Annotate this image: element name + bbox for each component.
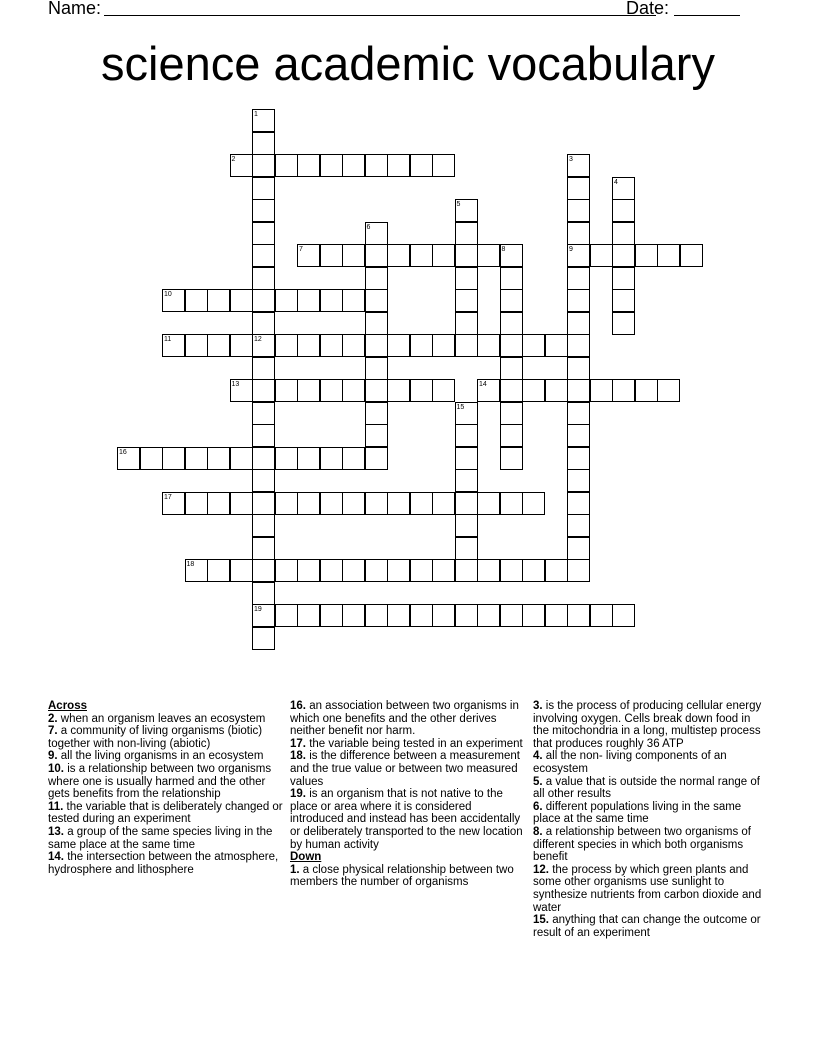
grid-cell[interactable] (320, 604, 343, 627)
grid-cell[interactable] (342, 492, 365, 515)
grid-cell[interactable] (365, 334, 388, 357)
clue-num: 15. (533, 914, 549, 927)
grid-cell[interactable] (275, 447, 298, 470)
grid-cell[interactable] (410, 334, 433, 357)
grid-cell[interactable] (567, 469, 590, 492)
grid-cell[interactable] (657, 379, 680, 402)
grid-cell[interactable] (455, 604, 478, 627)
grid-cell[interactable] (252, 357, 275, 380)
grid-cell[interactable] (365, 244, 388, 267)
grid-cell[interactable] (162, 447, 185, 470)
grid-cell[interactable] (320, 492, 343, 515)
grid-cell[interactable] (612, 604, 635, 627)
grid-cell[interactable] (252, 492, 275, 515)
clue-text: a relationship between two organisms of different species in which both organisms benefit (533, 825, 751, 864)
clue-number-7: 7 (299, 246, 303, 253)
grid-cell[interactable] (680, 244, 703, 267)
grid-cell[interactable] (567, 447, 590, 470)
grid-cell[interactable] (275, 492, 298, 515)
clue-number-8: 8 (501, 246, 506, 253)
grid-cell[interactable] (567, 312, 590, 335)
clue-number-16: 16 (119, 448, 127, 456)
clue-num: 10. (48, 762, 64, 775)
grid-cell[interactable] (410, 379, 433, 402)
grid-cell[interactable] (365, 312, 388, 335)
grid-cell[interactable] (297, 492, 320, 515)
clue-num: 3. (533, 700, 543, 712)
clue-item (290, 700, 528, 738)
clue-num: 18. (290, 750, 306, 763)
grid-cell[interactable] (455, 424, 478, 447)
grid-cell[interactable] (567, 402, 590, 425)
grid-cell[interactable] (612, 199, 635, 222)
grid-cell[interactable] (500, 289, 523, 312)
grid-cell[interactable] (342, 604, 365, 627)
clue-num: 17. (290, 737, 306, 750)
grid-cell[interactable] (320, 379, 343, 402)
clue-text: a group of the same species living in the same place at the same time (48, 825, 273, 851)
grid-cell[interactable] (500, 447, 523, 470)
clue-item (48, 763, 284, 801)
grid-cell[interactable] (252, 154, 275, 177)
clue-text: the intersection between the atmosphere, hydrosphere and lithosphere (48, 851, 279, 876)
clue-item (290, 788, 528, 851)
clue-item (533, 914, 769, 939)
grid-cell[interactable] (477, 604, 500, 627)
grid-cell[interactable] (207, 447, 230, 470)
grid-cell[interactable] (432, 244, 455, 267)
grid-cell[interactable] (567, 492, 590, 515)
grid-cell[interactable] (365, 492, 388, 515)
grid-cell[interactable] (365, 267, 388, 290)
grid-cell[interactable] (387, 559, 410, 582)
grid-cell[interactable] (455, 222, 478, 245)
clue-item (48, 826, 284, 851)
date-label: Date: (626, 0, 670, 18)
grid-cell[interactable] (320, 559, 343, 582)
clue-num: 5. (533, 775, 543, 788)
grid-cell[interactable] (590, 604, 613, 627)
clue-item (533, 864, 769, 914)
grid-cell[interactable] (477, 334, 500, 357)
grid-cell[interactable] (612, 289, 635, 312)
grid-cell[interactable] (432, 604, 455, 627)
grid-cell[interactable] (455, 537, 478, 560)
clues-column-3 (533, 700, 769, 939)
grid-cell[interactable] (252, 289, 275, 312)
clue-text: all the living organisms in an ecosystem (57, 750, 264, 763)
grid-cell[interactable] (522, 559, 545, 582)
clue-text: is the difference between a measurement and the true value or between two measured values (290, 750, 520, 788)
grid-cell[interactable] (590, 244, 613, 267)
grid-cell[interactable] (275, 289, 298, 312)
clue-item (290, 738, 528, 751)
clue-num: 6. (533, 800, 543, 813)
grid-cell[interactable] (432, 559, 455, 582)
clues-column-2 (290, 700, 528, 889)
grid-cell[interactable] (185, 447, 208, 470)
grid-cell[interactable] (567, 334, 590, 357)
grid-cell[interactable] (297, 379, 320, 402)
grid-cell[interactable] (320, 289, 343, 312)
clue-number-17: 17 (164, 493, 172, 501)
grid-cell[interactable] (500, 424, 523, 447)
grid-cell[interactable] (410, 492, 433, 515)
grid-cell[interactable] (455, 492, 478, 515)
across-clues-b (290, 700, 528, 851)
clue-text: all the non- living components of an ecosystem (533, 750, 727, 775)
clue-item (48, 801, 284, 826)
grid-cell[interactable] (320, 154, 343, 177)
grid-cell[interactable] (635, 244, 658, 267)
clue-num: 2. (48, 712, 58, 725)
grid-cell[interactable] (230, 447, 253, 470)
grid-cell[interactable] (252, 537, 275, 560)
grid-cell[interactable] (252, 222, 275, 245)
clue-text: the process by which green plants and some other organisms use sunlight to synthesize nutrients from carbon dioxide and water (533, 863, 762, 914)
clue-number-3: 3 (569, 156, 573, 163)
grid-cell[interactable] (365, 559, 388, 582)
grid-cell[interactable] (275, 559, 298, 582)
clue-num: 1. (290, 863, 300, 876)
clue-item (290, 750, 528, 788)
clue-num: 4. (533, 750, 543, 763)
grid-cell[interactable] (432, 492, 455, 515)
clue-text: anything that can change the outcome or result of an experiment (533, 914, 761, 939)
clue-text: a community of living organisms (biotic) together with non-living (abiotic) (48, 725, 263, 750)
grid-cell[interactable] (140, 447, 163, 470)
grid-cell[interactable] (365, 447, 388, 470)
clue-item (48, 750, 284, 763)
grid-cell[interactable] (252, 177, 275, 200)
grid-cell[interactable] (230, 289, 253, 312)
grid-cell[interactable] (387, 492, 410, 515)
name-label: Name: (48, 0, 102, 18)
grid-cell[interactable] (252, 447, 275, 470)
grid-cell[interactable] (275, 154, 298, 177)
grid-cell[interactable] (500, 357, 523, 380)
grid-cell[interactable] (477, 559, 500, 582)
grid-cell[interactable] (365, 357, 388, 380)
grid-cell[interactable] (252, 424, 275, 447)
grid-cell[interactable] (342, 334, 365, 357)
grid-cell[interactable] (477, 492, 500, 515)
grid-cell[interactable] (207, 334, 230, 357)
clue-number-13: 13 (231, 381, 240, 388)
down-clues-a (290, 864, 528, 889)
clue-num: 12. (533, 863, 549, 876)
grid-cell[interactable] (567, 379, 590, 402)
clue-text: a close physical relationship between two members the number of organisms (290, 863, 514, 889)
grid-cell[interactable] (455, 267, 478, 290)
clue-item (533, 750, 769, 775)
clue-number-10: 10 (164, 291, 172, 298)
grid-cell[interactable] (365, 379, 388, 402)
grid-cell[interactable] (455, 559, 478, 582)
grid-cell[interactable] (275, 604, 298, 627)
down-heading: Down (290, 851, 322, 864)
grid-cell[interactable] (522, 604, 545, 627)
grid-cell[interactable] (252, 514, 275, 537)
grid-cell[interactable] (657, 244, 680, 267)
grid-cell[interactable] (567, 177, 590, 200)
grid-cell[interactable] (320, 244, 343, 267)
clues-column-1 (48, 700, 284, 876)
down-clues-b (533, 700, 769, 939)
grid-cell[interactable] (297, 604, 320, 627)
grid-cell[interactable] (455, 334, 478, 357)
grid-cell[interactable] (252, 402, 275, 425)
clue-num: 16. (290, 700, 306, 712)
across-heading: Across (48, 700, 87, 712)
grid-cell[interactable] (185, 492, 208, 515)
clue-number-12: 12 (254, 336, 262, 343)
grid-cell[interactable] (500, 559, 523, 582)
grid-cell[interactable] (522, 334, 545, 357)
clue-number-18: 18 (186, 561, 195, 568)
grid-cell[interactable] (297, 154, 320, 177)
grid-cell[interactable] (545, 379, 568, 402)
grid-cell[interactable] (522, 379, 545, 402)
clue-item (290, 864, 528, 889)
clue-item (533, 700, 769, 750)
grid-cell[interactable] (567, 537, 590, 560)
grid-cell[interactable] (612, 267, 635, 290)
clue-item (48, 725, 284, 750)
grid-cell[interactable] (432, 154, 455, 177)
clue-text: is the process of producing cellular energy involving oxygen. Cells break down food in the mitochondria in a long, multistep process that produces roughly 36 ATP (533, 700, 762, 750)
clue-num: 7. (48, 725, 58, 738)
grid-cell[interactable] (545, 334, 568, 357)
grid-cell[interactable] (500, 312, 523, 335)
grid-cell[interactable] (545, 559, 568, 582)
grid-cell[interactable] (455, 469, 478, 492)
grid-cell[interactable] (387, 244, 410, 267)
grid-cell[interactable] (455, 312, 478, 335)
grid-cell[interactable] (342, 154, 365, 177)
grid-cell[interactable] (230, 559, 253, 582)
grid-cell[interactable] (275, 334, 298, 357)
grid-cell[interactable] (320, 334, 343, 357)
grid-cell[interactable] (342, 559, 365, 582)
clue-num: 11. (48, 800, 64, 813)
grid-cell[interactable] (387, 379, 410, 402)
grid-cell[interactable] (612, 244, 635, 267)
grid-cell[interactable] (275, 379, 298, 402)
grid-cell[interactable] (252, 469, 275, 492)
grid-cell[interactable] (567, 289, 590, 312)
grid-cell[interactable] (252, 244, 275, 267)
clue-item (48, 851, 284, 876)
page-title: science academic vocabulary (101, 37, 715, 90)
grid-cell[interactable] (455, 244, 478, 267)
across-clues-a (48, 713, 284, 877)
grid-cell[interactable] (410, 604, 433, 627)
grid-cell[interactable] (455, 447, 478, 470)
grid-cell[interactable] (207, 492, 230, 515)
grid-cell[interactable] (297, 447, 320, 470)
clue-number-5: 5 (456, 201, 461, 208)
grid-cell[interactable] (432, 334, 455, 357)
grid-cell[interactable] (567, 424, 590, 447)
grid-cell[interactable] (387, 604, 410, 627)
grid-cell[interactable] (252, 132, 275, 155)
grid-cell[interactable] (455, 289, 478, 312)
grid-cell[interactable] (635, 379, 658, 402)
clue-num: 13. (48, 825, 64, 838)
clue-num: 8. (533, 825, 543, 838)
grid-cell[interactable] (365, 402, 388, 425)
clue-item (48, 713, 284, 726)
grid-cell[interactable] (567, 604, 590, 627)
clue-number-2: 2 (231, 156, 236, 163)
grid-cell[interactable] (500, 604, 523, 627)
grid-cell[interactable] (252, 379, 275, 402)
grid-cell[interactable] (567, 357, 590, 380)
clue-item (533, 826, 769, 864)
clue-number-19: 19 (254, 606, 262, 613)
grid-cell[interactable] (252, 312, 275, 335)
grid-cell[interactable] (230, 334, 253, 357)
clue-text: is a relationship between two organisms where one is usually harmed and the other gets benefits from the relationship (48, 762, 272, 801)
grid-cell[interactable] (365, 424, 388, 447)
grid-cell[interactable] (342, 244, 365, 267)
grid-cell[interactable] (252, 199, 275, 222)
grid-cell[interactable] (612, 222, 635, 245)
grid-cell[interactable] (567, 559, 590, 582)
grid-cell[interactable] (567, 199, 590, 222)
grid-cell[interactable] (252, 559, 275, 582)
grid-cell[interactable] (387, 154, 410, 177)
grid-cell[interactable] (297, 334, 320, 357)
grid-cell[interactable] (387, 334, 410, 357)
clue-text: is an organism that is not native to the place or area where it is considered introduced and instead has been accidentally or deliberately transported to the new location by human activity (290, 788, 523, 851)
grid-cell[interactable] (230, 492, 253, 515)
clue-text: the variable being tested in an experiment (306, 737, 523, 750)
clue-number-15: 15 (456, 403, 465, 411)
grid-cell[interactable] (500, 334, 523, 357)
grid-cell[interactable] (297, 559, 320, 582)
grid-cell[interactable] (500, 379, 523, 402)
grid-cell[interactable] (342, 379, 365, 402)
grid-cell[interactable] (320, 447, 343, 470)
grid-cell[interactable] (342, 447, 365, 470)
grid-cell[interactable] (410, 154, 433, 177)
grid-cell[interactable] (252, 627, 275, 650)
grid-cell[interactable] (477, 244, 500, 267)
grid-cell[interactable] (185, 289, 208, 312)
grid-cell[interactable] (297, 289, 320, 312)
grid-cell[interactable] (432, 379, 455, 402)
grid-cell[interactable] (500, 492, 523, 515)
grid-cell[interactable] (455, 514, 478, 537)
grid-cell[interactable] (500, 267, 523, 290)
clue-text: different populations living in the same place at the same time (533, 800, 742, 826)
clue-text: when an organism leaves an ecosystem (57, 712, 266, 725)
grid-cell[interactable] (545, 604, 568, 627)
grid-cell[interactable] (252, 267, 275, 290)
clue-number-4: 4 (614, 178, 618, 186)
clue-number-6: 6 (366, 223, 371, 231)
clue-number-11: 11 (164, 336, 172, 343)
clue-num: 14. (48, 851, 64, 864)
clue-num: 9. (48, 750, 58, 763)
grid-cell[interactable] (612, 312, 635, 335)
grid-cell[interactable] (567, 267, 590, 290)
grid-cell[interactable] (612, 379, 635, 402)
grid-cell[interactable] (410, 244, 433, 267)
grid-cell[interactable] (185, 334, 208, 357)
grid-cell[interactable] (365, 154, 388, 177)
grid-cell[interactable] (410, 559, 433, 582)
grid-cell[interactable] (500, 402, 523, 425)
grid-cell[interactable] (365, 289, 388, 312)
grid-cell[interactable] (365, 604, 388, 627)
clue-item (533, 776, 769, 801)
grid-cell[interactable] (567, 222, 590, 245)
grid-cell[interactable] (522, 492, 545, 515)
grid-cell[interactable] (342, 289, 365, 312)
clue-num: 19. (290, 788, 306, 801)
clue-number-1: 1 (254, 111, 258, 118)
grid-cell[interactable] (252, 582, 275, 605)
grid-cell[interactable] (590, 379, 613, 402)
clue-item (533, 801, 769, 826)
clue-text: the variable that is deliberately changed or tested during an experiment (48, 800, 283, 826)
grid-cell[interactable] (207, 559, 230, 582)
clue-number-14: 14 (479, 381, 487, 388)
clue-text: a value that is outside the normal range of all other results (533, 775, 760, 801)
clue-text: an association between two organisms in which one benefits and the other derives neither benefit nor harm. (290, 700, 519, 738)
clue-number-9: 9 (569, 246, 573, 253)
grid-cell[interactable] (207, 289, 230, 312)
grid-cell[interactable] (567, 514, 590, 537)
